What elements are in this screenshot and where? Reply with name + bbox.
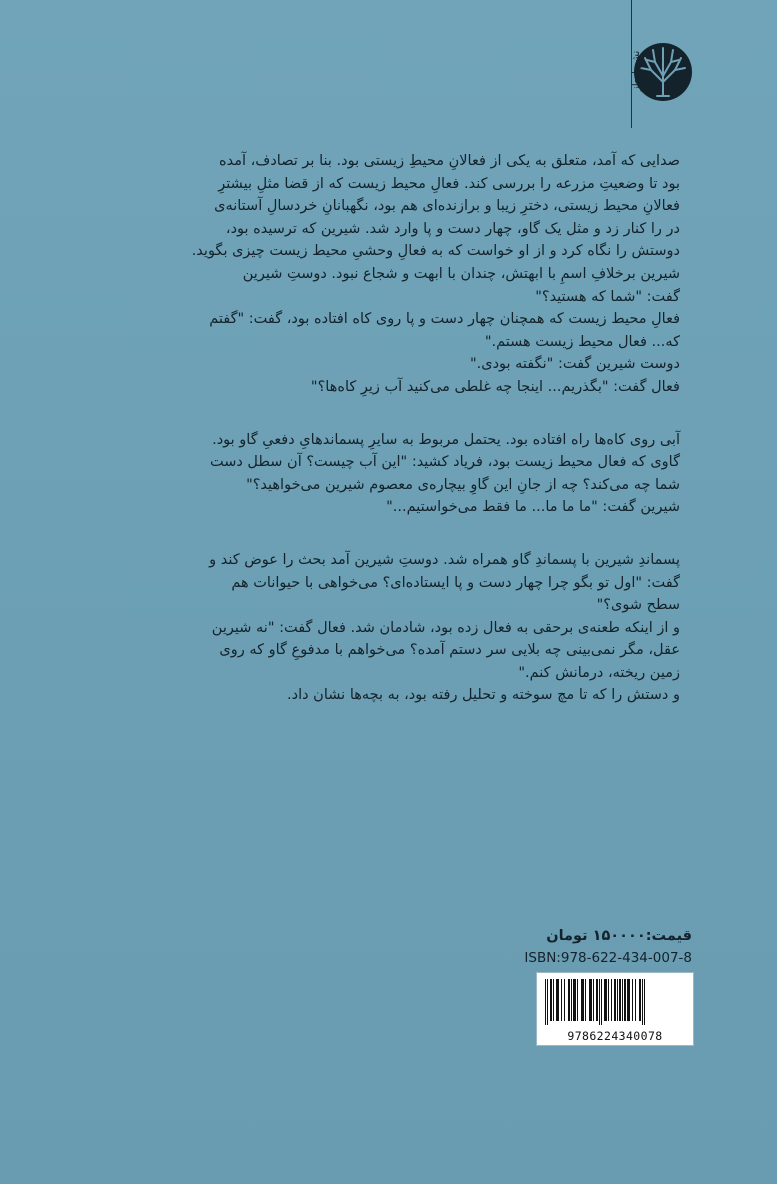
tree-icon bbox=[629, 40, 693, 126]
barcode-bar bbox=[561, 979, 562, 1021]
barcode-bar bbox=[639, 979, 641, 1021]
barcode-bar bbox=[556, 979, 559, 1021]
text-line: زمین ریخته، درمانش کنم." bbox=[518, 664, 680, 681]
text-line: و دستش را که تا مچ سوخته و تحلیل رفته بود، به بچه‌ها نشان داد. bbox=[287, 687, 680, 704]
text-line: که... فعال محیط زیست هستم." bbox=[484, 333, 680, 350]
back-cover-excerpt bbox=[140, 150, 680, 717]
barcode-bar bbox=[614, 979, 616, 1021]
barcode-bar bbox=[604, 979, 607, 1021]
text-line: و از اینکه طعنه‌ی برحقی به فعال زده بود، شادمان شد. فعال گفت: "نه شیرین bbox=[211, 619, 680, 636]
barcode-bar bbox=[547, 979, 548, 1025]
barcode-bar bbox=[545, 979, 546, 1025]
barcode-bar bbox=[627, 979, 630, 1021]
barcode-bar bbox=[624, 979, 626, 1021]
barcode-bar bbox=[599, 979, 600, 1025]
barcode-bar bbox=[581, 979, 584, 1021]
barcode-bar bbox=[564, 979, 565, 1021]
excerpt-paragraph-1 bbox=[140, 150, 680, 399]
barcode-bar bbox=[608, 979, 609, 1021]
barcode-bar bbox=[632, 979, 633, 1021]
barcode-bar bbox=[573, 979, 576, 1021]
text-line: عقل، مگر نمی‌بینی چه بلایی سر دستم آمده؟ می‌خواهم با مدفوعِ گاو که روی bbox=[219, 642, 680, 659]
text-line: در را کنار زد و مثل یک گاو، چهار دست و پا وارد شد. شیرین که ترسیده بود، bbox=[225, 220, 680, 237]
barcode-bar bbox=[611, 979, 612, 1021]
text-line: شیرین برخلافِ اسمِ با ابهتش، چندان با ابهت و شجاع نبود. دوستِ شیرین bbox=[242, 265, 680, 282]
publisher-logo-text: نشر ایجاز bbox=[631, 50, 642, 91]
text-line: بود تا وضعیتِ مزرعه را بررسی کند. فعالِ محیط زیست که از قضا مثلِ بیشترِ bbox=[218, 175, 680, 192]
text-line: فعال گفت: "بگذریم... اینجا چه غلطی می‌کنید آب زیرِ کاه‌ها؟" bbox=[310, 378, 680, 395]
text-line: دوست شیرین گفت: "نگفته بودی." bbox=[469, 356, 680, 373]
isbn-barcode bbox=[536, 972, 694, 1046]
barcode-bar bbox=[550, 979, 552, 1021]
barcode-bar bbox=[644, 979, 645, 1025]
barcode-digits: 9786224340078 bbox=[567, 1029, 663, 1043]
excerpt-paragraph-2 bbox=[140, 429, 680, 519]
text-line: فعالِ محیط زیست که همچنان چهار دست و پا روی کاه افتاده بود، گفت: "گفتم bbox=[209, 311, 680, 328]
text-line: سطح شوی؟" bbox=[596, 597, 680, 614]
barcode-bar bbox=[571, 979, 572, 1021]
barcode-bar bbox=[619, 979, 621, 1021]
text-line: صدایی که آمد، متعلق به یکی از فعالانِ محیطِ زیستی بود. بنا بر تصادف، آمده bbox=[219, 153, 680, 169]
price-label: قیمت:۱۵۰۰۰۰ تومان bbox=[546, 928, 692, 944]
publisher-logo bbox=[629, 40, 693, 126]
barcode-bars bbox=[537, 973, 693, 1029]
text-line: شما چه می‌کند؟ چه از جانِ این گاوِ بیچاره‌ی معصوم شیرین می‌خواهید؟" bbox=[246, 476, 680, 493]
excerpt-paragraph-3 bbox=[140, 549, 680, 707]
barcode-bar bbox=[589, 979, 592, 1021]
barcode-bar bbox=[642, 979, 643, 1025]
text-line: گفت: "شما که هستید؟" bbox=[535, 288, 680, 305]
barcode-bar bbox=[601, 979, 602, 1025]
barcode-bar bbox=[577, 979, 578, 1021]
text-line: شیرین گفت: "ما ما ما... ما فقط می‌خواستیم..." bbox=[386, 499, 680, 516]
text-line: پسماندِ شیرین با پسماندِ گاو همراه شد. دوستِ شیرین آمد بحث را عوض کند و bbox=[209, 551, 680, 568]
paragraph-gap bbox=[140, 529, 680, 549]
paragraph-gap bbox=[140, 409, 680, 429]
barcode-bar bbox=[585, 979, 586, 1021]
barcode-bar bbox=[635, 979, 636, 1021]
barcode-bar bbox=[568, 979, 570, 1021]
text-line: گفت: "اول تو بگو چرا چهار دست و پا ایستاده‌ای؟ می‌خواهی با حیوانات هم bbox=[231, 574, 680, 591]
barcode-bar bbox=[596, 979, 598, 1021]
barcode-bar bbox=[553, 979, 554, 1021]
barcode-bar bbox=[617, 979, 618, 1021]
text-line: فعالانِ محیط زیستی، دخترِ زیبا و برازنده‌ای هم بود، نگهبانانِ خردسالِ آستانه‌ی bbox=[214, 198, 680, 215]
text-line: دوستش را نگاه کرد و از او خواست که به فعالِ وحشیِ محیط زیست چیزی بگوید. bbox=[191, 243, 680, 260]
text-line: گاوی که فعال محیط زیست بود، فریاد کشید: "این آب چیست؟ آن سطل دست bbox=[209, 454, 680, 471]
isbn-label: ISBN:978-622-434-007-8 bbox=[524, 950, 692, 966]
barcode-bar bbox=[622, 979, 623, 1021]
barcode-bar bbox=[593, 979, 594, 1021]
text-line: آبی روی کاه‌ها راه افتاده بود. یحتمل مربوط به سایرِ پسماندهایِ دفعیِ گاو بود. bbox=[212, 431, 680, 448]
